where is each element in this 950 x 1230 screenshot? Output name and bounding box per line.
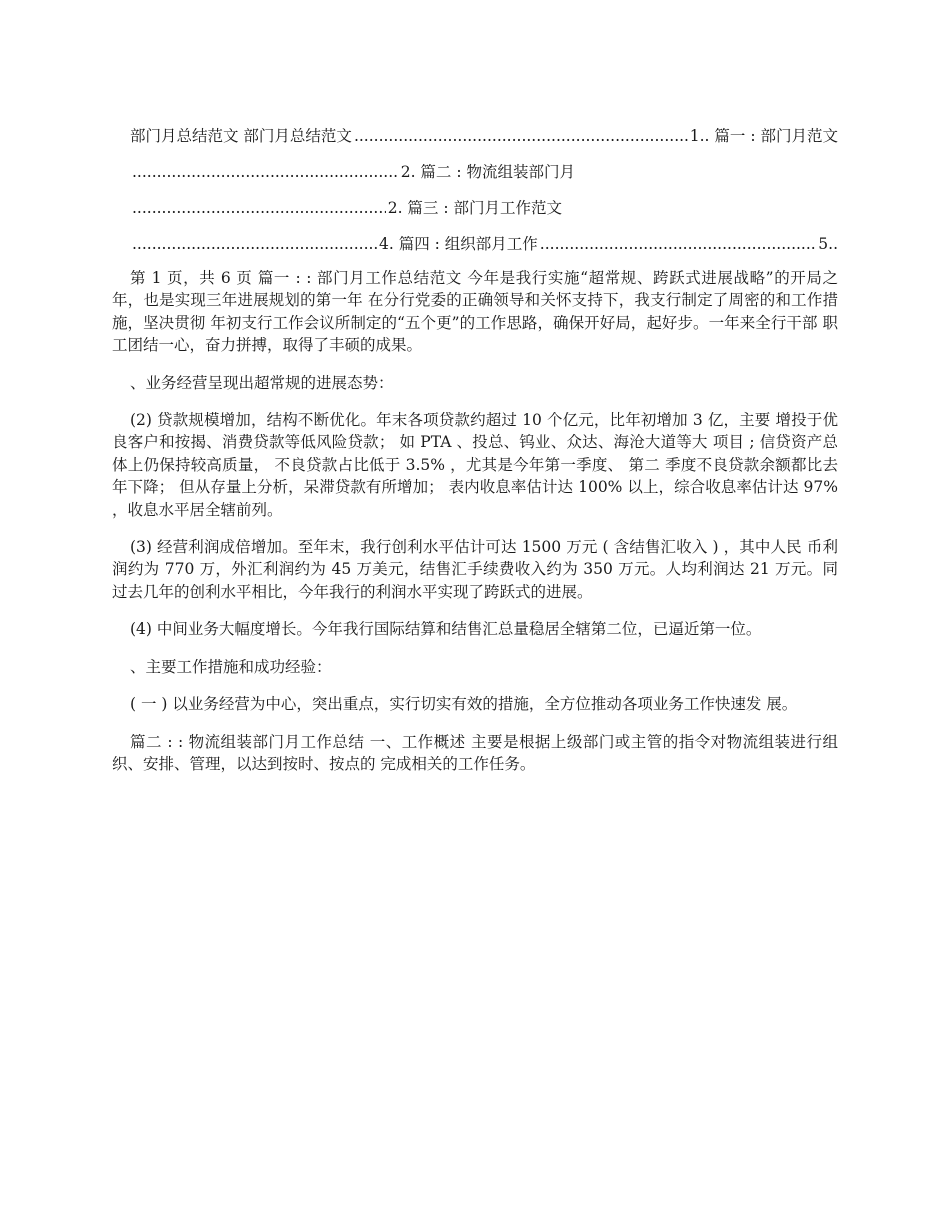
section-heading: 、主要工作措施和成功经验：: [130, 657, 332, 676]
toc-leader-dots: [354, 127, 688, 145]
paragraph: (3) 经营利润成倍增加。至年末，我行创利水平估计可达 1500 万元 ( 含结售汇收入 ) ，其中人民 币利润约为 770 万，外汇利润约为 45 万美元，结售汇手续费收入约为 350 万元。人均利润达 21 万元。同过去几年的创利水平相比，今年我行的利润水平实现了跨跃式的进展。: [112, 538, 838, 601]
toc-entry-right: 2. 篇三 : 部门月工作范文: [387, 199, 562, 217]
toc-leader-dots: [132, 163, 399, 181]
toc-entry-right: 4. 篇四 : 组织部月工作: [379, 235, 538, 253]
toc-entry-right: 1.. 篇一 : 部门月范文: [689, 127, 838, 145]
toc-entry: [130, 124, 838, 160]
toc-entry: [130, 196, 562, 232]
paragraph: ( 一 ) 以业务经营为中心，突出重点，实行切实有效的措施，全方位推动各项业务工作快速发 展。: [130, 695, 798, 714]
toc-leader-dots: [132, 235, 377, 253]
paragraph: (2) 贷款规模增加，结构不断优化。年末各项贷款约超过 10 个亿元，比年初增加 3 亿，主要 增投于优良客户和按揭、消费贷款等低风险贷款； 如 PTA 、投总、钨业、众达、海沧大道等大 项目 ; 信贷资产总体上仍保持较高质量， 不良贷款占比低于 3.5% ，尤其是今年第一季度、 第二 季度不良贷款余额都比去年下降； 但从存量上分析，呆滞贷款有所增加； 表内收息率估计达 100% 以上，综合收息率估计达 97% ，收息水平居全辖前列。: [112, 411, 838, 519]
table-of-contents: [130, 124, 838, 268]
toc-entry-left: 部门月总结范文 部门月总结范文: [130, 127, 352, 145]
toc-leader-dots: [132, 199, 386, 217]
paragraph: (4) 中间业务大幅度增长。今年我行国际结算和结售汇总量稳居全辖第二位，已逼近第一位。: [130, 620, 762, 639]
paragraph: 第 1 页，共 6 页 篇一 : : 部门月工作总结范文 今年是我行实施“超常规、跨跃式进展战略”的开局之年，也是实现三年进展规划的第一年 在分行党委的正确领导和关怀支持下，我支行制定了周密的和工作措施，坚决贯彻 年初支行工作会议所制定的“五个更”的工作思路，确保开好局，起好步。一年来全行干部 职工团结一心，奋力拼搏，取得了丰硕的成果。: [112, 269, 838, 355]
toc-entry-right: 2. 篇二 : 物流组装部门月: [400, 163, 575, 181]
toc-entry: [130, 232, 838, 268]
document-body: [112, 267, 838, 790]
toc-entry: [130, 160, 575, 196]
section-heading: 、业务经营呈现出超常规的进展态势：: [130, 373, 394, 392]
paragraph: 篇二 : : 物流组装部门月工作总结 一、工作概述 主要是根据上级部门或主管的指令对物流组装进行组织、安排、管理，以达到按时、按点的 完成相关的工作任务。: [112, 732, 838, 773]
toc-leader-dots: [540, 235, 816, 253]
toc-entry-tail: 5..: [818, 235, 838, 253]
